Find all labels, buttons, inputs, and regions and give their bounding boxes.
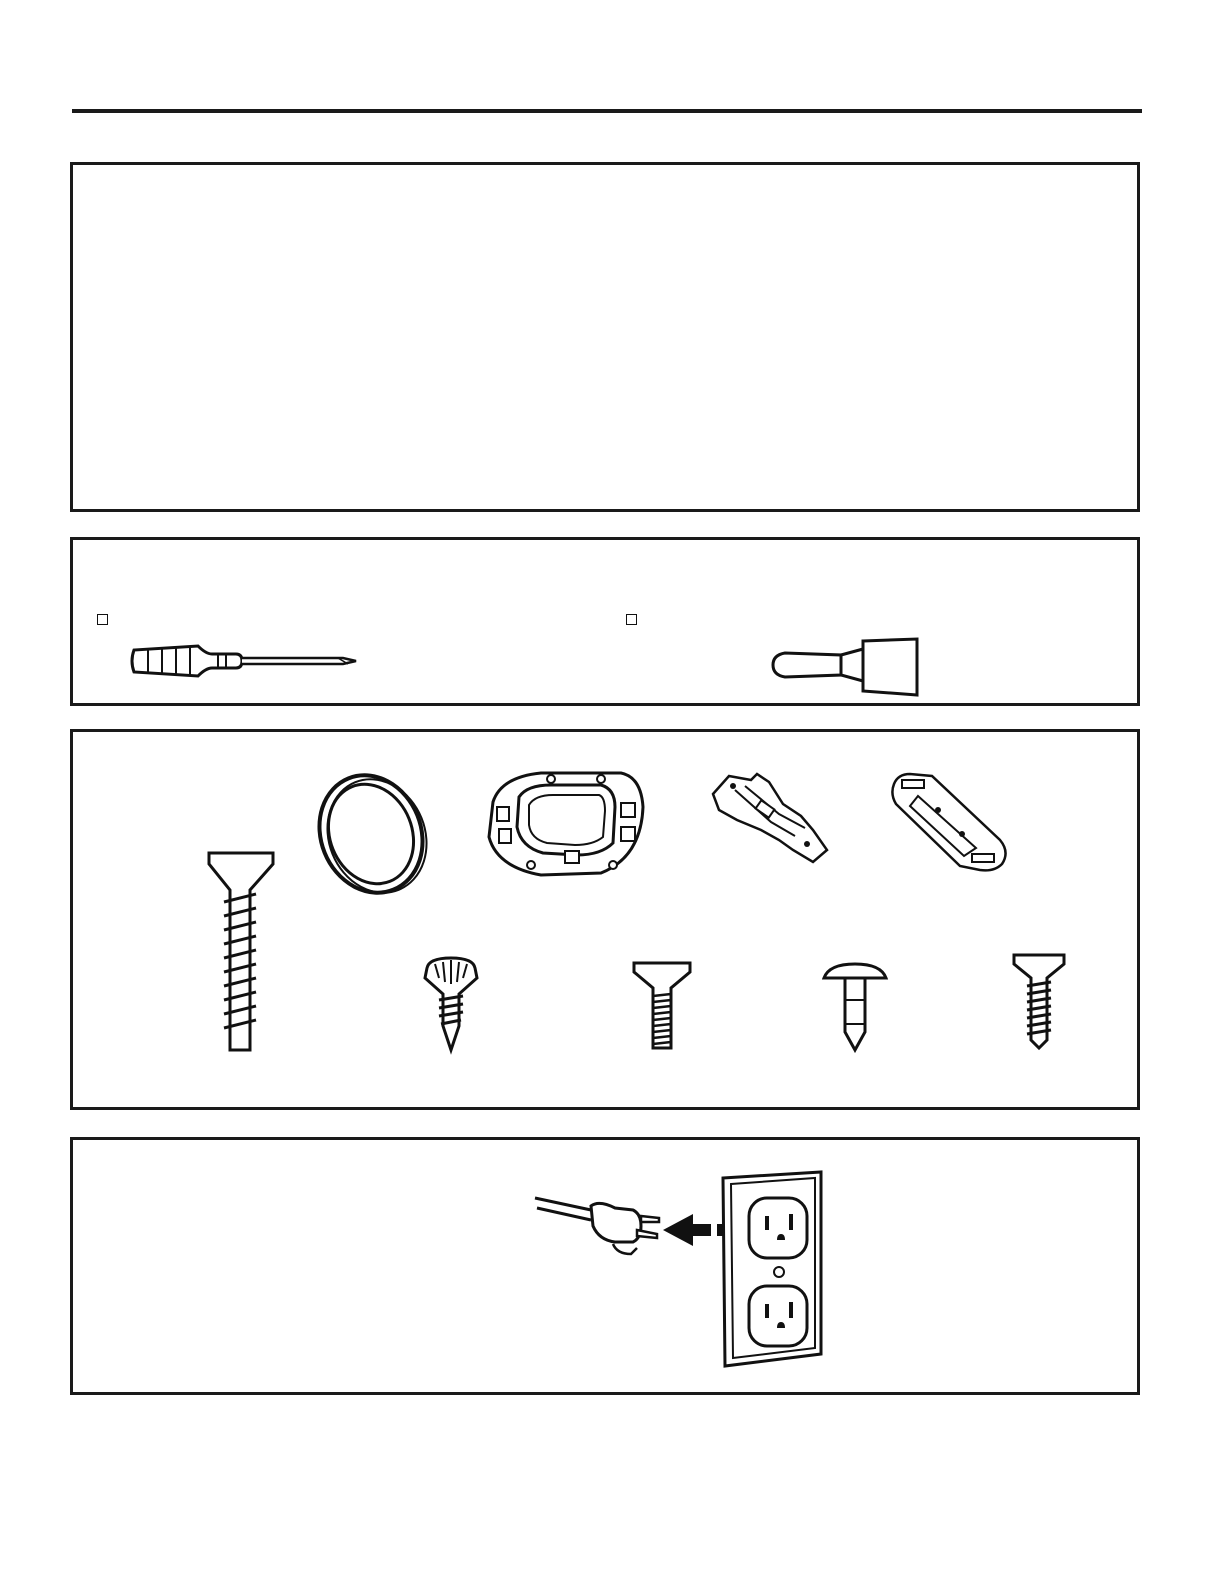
door-hinge-bracket-icon [481,767,651,882]
tools-panel [70,537,1140,706]
parts-panel [70,729,1140,1110]
flat-head-screw-icon [1011,952,1067,1052]
power-illustration [533,1170,833,1380]
door-trim-ring-icon [313,770,433,900]
hinge-assembly-icon [705,770,835,870]
putty-knife-icon [771,635,923,697]
putty-knife-checkbox[interactable] [626,614,637,625]
phillips-screwdriver-icon [128,638,368,684]
screwdriver-checkbox[interactable] [97,614,108,625]
tapping-screw-icon [421,956,481,1054]
machine-screw-icon [631,960,693,1052]
strike-plate-icon [888,770,1013,875]
wall-outlet-icon [723,1172,821,1366]
power-plug-icon [535,1198,659,1254]
long-wood-screw-icon [206,850,276,1055]
plastic-plug-icon [821,962,889,1054]
intro-panel [70,162,1140,512]
power-panel [70,1137,1140,1395]
header-rule [72,109,1142,113]
